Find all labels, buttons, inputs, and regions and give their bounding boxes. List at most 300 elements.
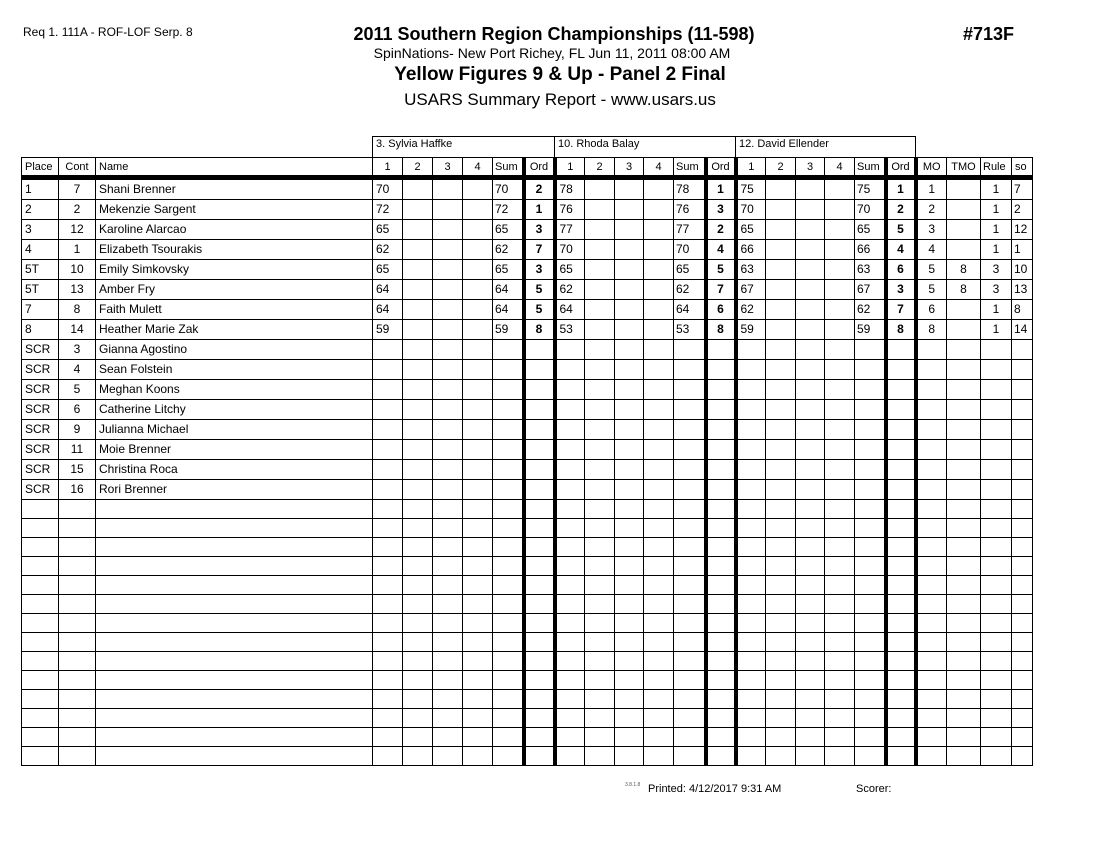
sum-cell: [493, 557, 524, 576]
score-cell: [373, 709, 403, 728]
name-cell: [96, 595, 373, 614]
mo-cell: 8: [916, 320, 947, 340]
sum-cell: 62: [493, 240, 524, 260]
mo-cell: [916, 440, 947, 460]
score-cell: [796, 557, 825, 576]
score-cell: [796, 709, 825, 728]
score-cell: [644, 200, 674, 220]
judge-1-col-sum: Sum: [493, 158, 524, 178]
place-cell: [22, 519, 59, 538]
tmo-cell: [947, 380, 981, 400]
score-cell: [644, 178, 674, 200]
col-cont: Cont: [59, 158, 96, 178]
sum-cell: [855, 400, 886, 420]
place-cell: [22, 709, 59, 728]
ordinal-cell: 8: [524, 320, 555, 340]
name-cell: Christina Roca: [96, 460, 373, 480]
name-cell: [96, 690, 373, 709]
sum-cell: 65: [674, 260, 706, 280]
sum-cell: [674, 747, 706, 766]
score-cell: [463, 440, 493, 460]
score-cell: [555, 671, 585, 690]
sum-cell: [493, 440, 524, 460]
name-cell: [96, 519, 373, 538]
score-cell: [825, 500, 855, 519]
score-cell: [766, 240, 796, 260]
place-cell: 1: [22, 178, 59, 200]
cont-cell: 4: [59, 360, 96, 380]
ordinal-cell: [524, 633, 555, 652]
score-cell: [644, 576, 674, 595]
ordinal-cell: 3: [706, 200, 736, 220]
score-cell: [463, 519, 493, 538]
score-cell: 72: [373, 200, 403, 220]
ordinal-cell: [886, 380, 916, 400]
sum-cell: 76: [674, 200, 706, 220]
score-cell: [463, 728, 493, 747]
score-cell: [373, 400, 403, 420]
score-cell: [766, 614, 796, 633]
score-cell: [796, 480, 825, 500]
mo-cell: [916, 690, 947, 709]
place-cell: [22, 633, 59, 652]
score-cell: [736, 480, 766, 500]
rule-cell: [981, 380, 1012, 400]
so-cell: [1012, 633, 1033, 652]
score-cell: [644, 320, 674, 340]
tmo-cell: [947, 320, 981, 340]
score-cell: [615, 671, 644, 690]
sum-cell: 78: [674, 178, 706, 200]
place-cell: 5T: [22, 260, 59, 280]
ordinal-cell: [706, 747, 736, 766]
table-row: [22, 614, 1033, 633]
score-cell: [825, 220, 855, 240]
rule-cell: [981, 728, 1012, 747]
sum-cell: 59: [855, 320, 886, 340]
score-cell: [463, 576, 493, 595]
score-cell: [555, 519, 585, 538]
score-cell: [403, 690, 433, 709]
judge-1-col-2: 2: [403, 158, 433, 178]
event-subtitle: Yellow Figures 9 & Up - Panel 2 Final: [394, 64, 726, 85]
mo-cell: [916, 557, 947, 576]
score-cell: [736, 671, 766, 690]
sum-cell: [855, 538, 886, 557]
score-cell: [403, 320, 433, 340]
score-cell: [373, 519, 403, 538]
ordinal-cell: [886, 595, 916, 614]
score-cell: [555, 400, 585, 420]
score-cell: [796, 220, 825, 240]
score-cell: [373, 538, 403, 557]
score-cell: [433, 340, 463, 360]
table-row: [22, 557, 1033, 576]
blank-cell: [22, 137, 373, 158]
ordinal-cell: [706, 595, 736, 614]
mo-cell: 6: [916, 300, 947, 320]
score-cell: [766, 440, 796, 460]
cont-cell: [59, 519, 96, 538]
score-cell: [766, 260, 796, 280]
score-cell: [463, 500, 493, 519]
score-cell: [644, 538, 674, 557]
tmo-cell: [947, 300, 981, 320]
score-cell: [463, 709, 493, 728]
score-cell: [433, 460, 463, 480]
score-cell: [615, 480, 644, 500]
cont-cell: 10: [59, 260, 96, 280]
so-cell: [1012, 557, 1033, 576]
ordinal-cell: 5: [886, 220, 916, 240]
judge-3-col-ord: Ord: [886, 158, 916, 178]
score-cell: [644, 260, 674, 280]
ordinal-cell: 5: [706, 260, 736, 280]
score-cell: [555, 576, 585, 595]
col-name: Name: [96, 158, 373, 178]
score-cell: 65: [373, 260, 403, 280]
score-cell: [825, 671, 855, 690]
score-cell: [766, 519, 796, 538]
score-cell: [463, 671, 493, 690]
score-cell: 78: [555, 178, 585, 200]
score-cell: [615, 633, 644, 652]
score-cell: [796, 652, 825, 671]
sum-cell: [674, 460, 706, 480]
tmo-cell: [947, 595, 981, 614]
score-cell: [373, 690, 403, 709]
place-cell: [22, 500, 59, 519]
table-row: [22, 340, 1033, 360]
mo-cell: [916, 595, 947, 614]
ordinal-cell: [524, 576, 555, 595]
mo-cell: 5: [916, 280, 947, 300]
ordinal-cell: [886, 519, 916, 538]
sum-cell: [674, 340, 706, 360]
sum-cell: [855, 480, 886, 500]
ordinal-cell: [524, 380, 555, 400]
score-cell: [463, 240, 493, 260]
rule-cell: [981, 595, 1012, 614]
table-row: [22, 320, 1033, 340]
tmo-cell: [947, 671, 981, 690]
sum-cell: [674, 576, 706, 595]
score-cell: [796, 178, 825, 200]
place-cell: [22, 671, 59, 690]
report-line: USARS Summary Report - www.usars.us: [404, 90, 716, 109]
tmo-cell: [947, 690, 981, 709]
score-cell: [766, 380, 796, 400]
sum-cell: [674, 400, 706, 420]
score-cell: [463, 460, 493, 480]
score-cell: [644, 709, 674, 728]
ordinal-cell: [524, 671, 555, 690]
sum-cell: [855, 460, 886, 480]
tmo-cell: [947, 178, 981, 200]
mo-cell: [916, 420, 947, 440]
score-cell: [555, 480, 585, 500]
place-cell: 5T: [22, 280, 59, 300]
judge-1-label: 3. Sylvia Haffke: [373, 137, 555, 158]
cont-cell: [59, 728, 96, 747]
score-cell: [644, 460, 674, 480]
score-cell: [615, 460, 644, 480]
so-cell: 2: [1012, 200, 1033, 220]
score-cell: [373, 728, 403, 747]
score-cell: [766, 690, 796, 709]
name-cell: [96, 576, 373, 595]
sum-cell: 64: [493, 280, 524, 300]
name-cell: [96, 747, 373, 766]
score-cell: [766, 320, 796, 340]
score-cell: [555, 500, 585, 519]
score-cell: [766, 747, 796, 766]
ordinal-cell: [524, 340, 555, 360]
tmo-cell: [947, 709, 981, 728]
score-cell: [373, 576, 403, 595]
score-cell: [736, 400, 766, 420]
score-cell: 76: [555, 200, 585, 220]
place-cell: [22, 690, 59, 709]
so-cell: [1012, 652, 1033, 671]
so-cell: [1012, 519, 1033, 538]
ordinal-cell: [524, 652, 555, 671]
score-cell: [433, 538, 463, 557]
score-cell: [403, 747, 433, 766]
score-cell: [766, 178, 796, 200]
ordinal-cell: [706, 728, 736, 747]
sum-cell: [855, 728, 886, 747]
ordinal-cell: [706, 652, 736, 671]
score-cell: [796, 360, 825, 380]
score-cell: [433, 671, 463, 690]
score-cell: [463, 633, 493, 652]
table-row: [22, 595, 1033, 614]
mo-cell: [916, 519, 947, 538]
sum-cell: [674, 440, 706, 460]
score-cell: [585, 480, 615, 500]
ordinal-cell: [706, 420, 736, 440]
sum-cell: [674, 709, 706, 728]
score-cell: [463, 538, 493, 557]
tmo-cell: [947, 240, 981, 260]
mo-cell: 5: [916, 260, 947, 280]
score-cell: [766, 633, 796, 652]
sum-cell: 65: [493, 220, 524, 240]
score-cell: [615, 380, 644, 400]
score-cell: [736, 460, 766, 480]
ordinal-cell: 1: [524, 200, 555, 220]
score-cell: [463, 480, 493, 500]
score-cell: [796, 460, 825, 480]
score-cell: [433, 320, 463, 340]
sum-cell: [493, 538, 524, 557]
ordinal-cell: [706, 440, 736, 460]
sum-cell: 70: [493, 178, 524, 200]
cont-cell: 8: [59, 300, 96, 320]
mo-cell: [916, 400, 947, 420]
score-cell: [766, 200, 796, 220]
tmo-cell: [947, 728, 981, 747]
score-cell: [403, 633, 433, 652]
score-cell: [403, 220, 433, 240]
place-cell: SCR: [22, 420, 59, 440]
judge-header-row: [22, 137, 1033, 158]
mo-cell: [916, 633, 947, 652]
score-cell: [433, 614, 463, 633]
sum-cell: [855, 380, 886, 400]
ordinal-cell: [706, 400, 736, 420]
sum-cell: [855, 519, 886, 538]
score-cell: [463, 280, 493, 300]
so-cell: [1012, 480, 1033, 500]
score-cell: 64: [373, 280, 403, 300]
place-cell: [22, 747, 59, 766]
score-cell: [766, 280, 796, 300]
judge-1-col-ord: Ord: [524, 158, 555, 178]
ordinal-cell: [886, 728, 916, 747]
score-cell: [766, 400, 796, 420]
score-cell: [585, 557, 615, 576]
score-cell: [463, 178, 493, 200]
name-cell: [96, 500, 373, 519]
printed-timestamp: Printed: 4/12/2017 9:31 AM: [648, 783, 782, 795]
score-cell: [555, 360, 585, 380]
score-cell: [433, 380, 463, 400]
name-cell: Julianna Michael: [96, 420, 373, 440]
score-cell: [555, 614, 585, 633]
sum-cell: [855, 557, 886, 576]
ordinal-cell: [524, 595, 555, 614]
mo-cell: 3: [916, 220, 947, 240]
score-cell: [825, 480, 855, 500]
table-row: [22, 178, 1033, 200]
rule-cell: [981, 709, 1012, 728]
so-cell: [1012, 709, 1033, 728]
cont-cell: 6: [59, 400, 96, 420]
ordinal-cell: 2: [524, 178, 555, 200]
score-cell: [585, 240, 615, 260]
judge-2-col-sum: Sum: [674, 158, 706, 178]
score-cell: [403, 709, 433, 728]
col-so: so: [1012, 158, 1033, 178]
table-row: [22, 633, 1033, 652]
score-cell: [736, 576, 766, 595]
score-cell: [644, 500, 674, 519]
score-cell: [585, 728, 615, 747]
score-cell: [766, 340, 796, 360]
ordinal-cell: [886, 500, 916, 519]
table-row: [22, 709, 1033, 728]
sum-cell: [855, 671, 886, 690]
ordinal-cell: [886, 360, 916, 380]
score-cell: [373, 380, 403, 400]
cont-cell: [59, 652, 96, 671]
ordinal-cell: [706, 380, 736, 400]
sum-cell: [855, 690, 886, 709]
table-row: [22, 440, 1033, 460]
score-cell: [403, 576, 433, 595]
tmo-cell: [947, 538, 981, 557]
score-cell: [766, 220, 796, 240]
score-cell: [825, 400, 855, 420]
ordinal-cell: 3: [886, 280, 916, 300]
score-cell: [736, 595, 766, 614]
event-number: #713F: [963, 24, 1015, 44]
score-cell: [403, 652, 433, 671]
score-cell: 67: [736, 280, 766, 300]
score-cell: [766, 671, 796, 690]
cont-cell: [59, 709, 96, 728]
score-cell: [615, 614, 644, 633]
so-cell: [1012, 614, 1033, 633]
sum-cell: [674, 595, 706, 614]
tmo-cell: [947, 440, 981, 460]
place-cell: 7: [22, 300, 59, 320]
table-row: [22, 460, 1033, 480]
score-cell: [644, 747, 674, 766]
score-cell: [825, 576, 855, 595]
score-cell: [825, 360, 855, 380]
ordinal-cell: [524, 420, 555, 440]
score-cell: [615, 576, 644, 595]
score-cell: [373, 557, 403, 576]
ordinal-cell: [524, 480, 555, 500]
judge-1-col-4: 4: [463, 158, 493, 178]
mo-cell: [916, 671, 947, 690]
score-cell: [403, 519, 433, 538]
col-tmo: TMO: [947, 158, 981, 178]
score-cell: [403, 280, 433, 300]
mo-cell: [916, 614, 947, 633]
judge-3-col-sum: Sum: [855, 158, 886, 178]
so-cell: [1012, 747, 1033, 766]
score-cell: [403, 480, 433, 500]
score-cell: [736, 500, 766, 519]
sum-cell: 59: [493, 320, 524, 340]
ordinal-cell: 2: [886, 200, 916, 220]
score-cell: [796, 538, 825, 557]
judge-2-col-4: 4: [644, 158, 674, 178]
score-cell: [433, 420, 463, 440]
score-cell: [825, 200, 855, 220]
score-cell: [585, 460, 615, 480]
score-cell: [433, 690, 463, 709]
ordinal-cell: [524, 519, 555, 538]
cont-cell: [59, 557, 96, 576]
score-cell: [403, 557, 433, 576]
score-cell: [796, 380, 825, 400]
ordinal-cell: [524, 538, 555, 557]
ordinal-cell: [886, 614, 916, 633]
score-cell: [433, 220, 463, 240]
sum-cell: 63: [855, 260, 886, 280]
table-row: [22, 690, 1033, 709]
name-cell: [96, 538, 373, 557]
mo-cell: [916, 360, 947, 380]
ordinal-cell: [706, 576, 736, 595]
cont-cell: 16: [59, 480, 96, 500]
sum-cell: [493, 360, 524, 380]
mo-cell: [916, 576, 947, 595]
score-cell: [644, 652, 674, 671]
score-cell: [463, 652, 493, 671]
score-cell: [463, 220, 493, 240]
score-cell: [615, 240, 644, 260]
sum-cell: [674, 420, 706, 440]
sum-cell: [493, 576, 524, 595]
score-cell: [615, 538, 644, 557]
